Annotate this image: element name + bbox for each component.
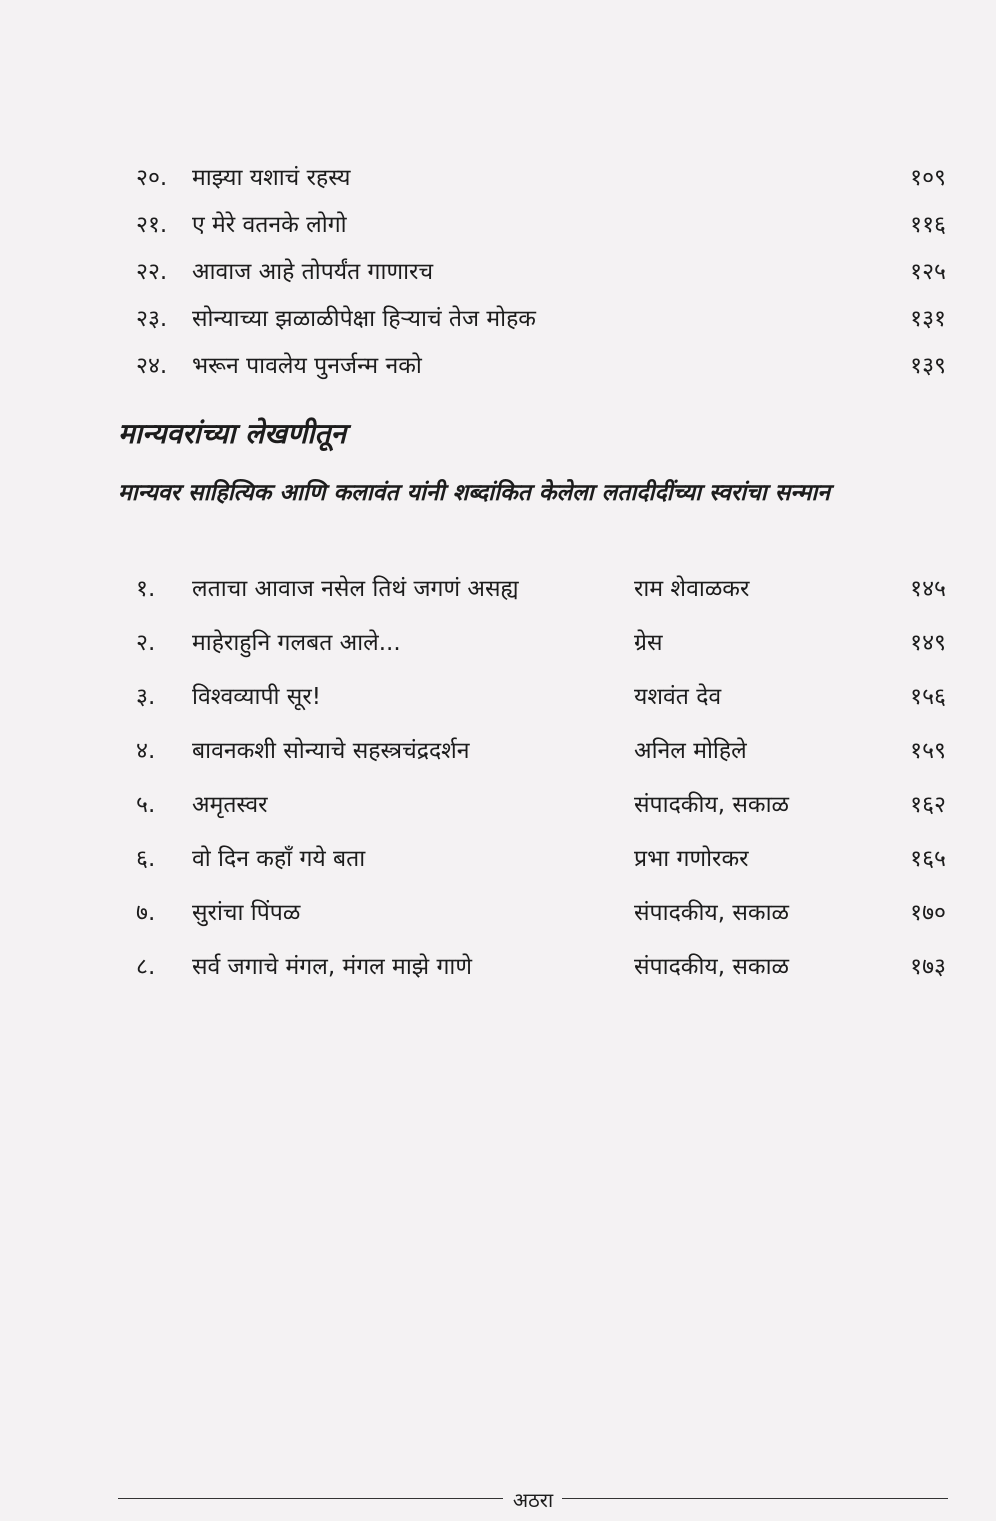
item-number: ३. [136,684,156,710]
item-author: प्रभा गणोरकर [634,846,749,872]
item-number: २. [136,630,156,656]
footer-rule-left [118,1498,503,1499]
item-page-number: १३९ [910,352,946,379]
item-page-number: १७० [910,900,946,926]
item-title: माझ्या यशाचं रहस्य [192,164,351,191]
item-page-number: १०९ [910,164,946,191]
contents-list-part2 [136,560,946,992]
item-title: भरून पावलेय पुनर्जन्म नको [192,352,422,379]
item-author: अनिल मोहिले [634,738,747,764]
item-author: संपादकीय, सकाळ [634,954,790,980]
list-item [136,668,946,722]
item-number: ४. [136,738,156,764]
item-page-number: १६२ [910,792,946,818]
item-number: ५. [136,792,156,818]
item-title: विश्वव्यापी सूर! [192,684,321,710]
item-page-number: १४५ [910,576,946,602]
list-item [136,560,946,614]
contents-list-part1 [136,152,946,387]
list-item [136,293,946,340]
item-page-number: १५६ [910,684,946,710]
item-page-number: १७३ [910,954,946,980]
item-number: २३. [136,305,168,332]
item-author: संपादकीय, सकाळ [634,792,790,818]
list-item [136,830,946,884]
item-author: राम शेवाळकर [634,576,750,602]
item-number: ८. [136,954,156,980]
item-number: ७. [136,900,156,926]
item-page-number: ११६ [910,211,946,238]
item-page-number: १२५ [910,258,946,285]
footer-rule-right [562,1498,948,1499]
item-number: २४. [136,352,168,379]
page-footer [118,1486,948,1514]
section-subtitle: मान्यवर साहित्यिक आणि कलावंत यांनी शब्दांकित केलेला लतादीदींच्या स्वरांचा सन्मान [118,480,831,506]
item-author: यशवंत देव [634,684,722,710]
item-page-number: १४९ [910,630,946,656]
item-number: ६. [136,846,156,872]
item-number: १. [136,576,156,602]
list-item [136,152,946,199]
item-author: ग्रेस [634,630,663,656]
item-page-number: १३१ [910,305,946,332]
list-item [136,884,946,938]
item-title: सोन्याच्या झळाळीपेक्षा हिऱ्याचं तेज मोहक [192,305,536,332]
footer-page-label: अठरा [512,1488,554,1512]
item-number: २०. [136,164,168,191]
item-title: बावनकशी सोन्याचे सहस्त्रचंद्रदर्शन [192,738,470,764]
list-item [136,340,946,387]
item-author: संपादकीय, सकाळ [634,900,790,926]
item-title: आवाज आहे तोपर्यंत गाणारच [192,258,434,285]
list-item [136,246,946,293]
item-title: वो दिन कहाँ गये बता [192,846,366,872]
list-item [136,776,946,830]
list-item [136,938,946,992]
list-item [136,722,946,776]
list-item [136,199,946,246]
item-title: सर्व जगाचे मंगल, मंगल माझे गाणे [192,954,473,980]
section-heading: मान्यवरांच्या लेखणीतून [118,417,346,450]
item-title: लताचा आवाज नसेल तिथं जगणं असह्य [192,576,519,602]
item-title: सुरांचा पिंपळ [192,900,301,926]
item-number: २१. [136,211,168,238]
item-page-number: १६५ [910,846,946,872]
item-page-number: १५९ [910,738,946,764]
list-item [136,614,946,668]
item-number: २२. [136,258,168,285]
item-title: माहेराहुनि गलबत आले... [192,630,401,656]
item-title: अमृतस्वर [192,792,268,818]
item-title: ए मेरे वतनके लोगो [192,211,347,238]
